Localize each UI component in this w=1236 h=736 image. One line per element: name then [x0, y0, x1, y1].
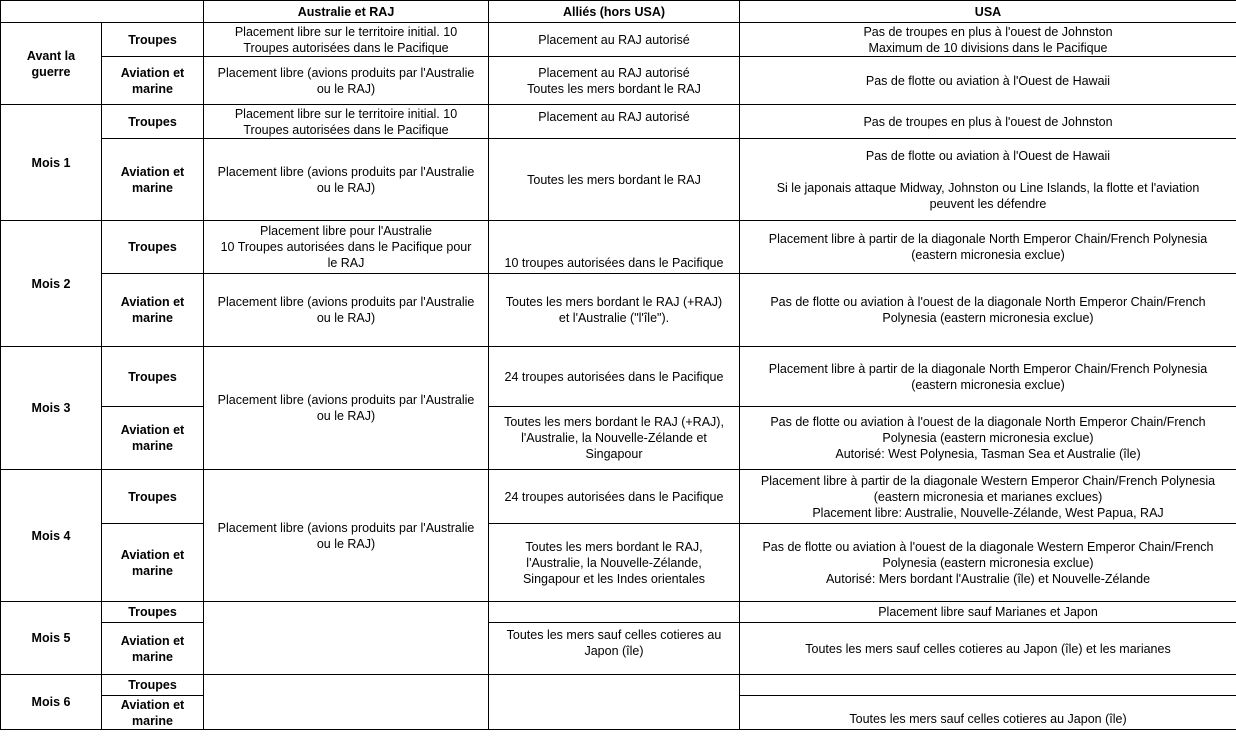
cell-m6-air-usa: Toutes les mers sauf celles cotieres au Japon (île) [740, 696, 1236, 730]
cell-line: Aviation et [120, 423, 185, 437]
header-row [1, 1, 1236, 23]
cell-line: Autorisé: West Polynesia, Tasman Sea et Australie (île) [835, 447, 1141, 461]
cell-m3-air-usa [740, 407, 1236, 470]
cell-line: 10 Troupes autorisées dans le Pacifique pour [220, 240, 472, 254]
cell-line: marine [132, 649, 173, 664]
cell-m4-air-allies [489, 524, 740, 602]
cell-m4-australia [204, 470, 489, 602]
cell-m1-troops-allies: Placement au RAJ autorisé [489, 105, 740, 139]
cell-line: Placement libre (avions produits par l'Australie [217, 164, 475, 179]
cell-line: (eastern micronesia exclue) [911, 248, 1065, 262]
cell-line: Japon (île) [584, 644, 644, 658]
cell-line: Placement au RAJ autorisé [538, 65, 690, 80]
subrow-air-label [102, 274, 204, 347]
pre-war-troops-row [1, 23, 1236, 57]
cell-line: Placement libre (avions produits par l'Australie [217, 520, 475, 535]
cell-line: Toutes les mers bordant le RAJ (+RAJ) [505, 295, 723, 309]
section-mois-3: Mois 3 [1, 347, 102, 470]
header-allies: Alliés (hors USA) [489, 1, 740, 23]
cell-line: Aviation et [120, 164, 185, 179]
subrow-air-label [102, 139, 204, 221]
cell-line: marine [132, 563, 173, 578]
cell-line: Placement libre: Australie, Nouvelle-Zélande, West Papua, RAJ [812, 505, 1164, 520]
cell-pre-troops-usa [740, 23, 1236, 57]
cell-m1-air-australia [204, 139, 489, 221]
cell-m2-air-allies [489, 274, 740, 347]
cell-line: l'Australie, la Nouvelle-Zélande et [521, 431, 707, 445]
cell-m4-air-usa [740, 524, 1236, 602]
cell-line: marine [132, 311, 173, 325]
section-mois-6: Mois 6 [1, 675, 102, 730]
cell-line: Toutes les mers bordant le RAJ [527, 81, 701, 96]
cell-pre-troops-allies: Placement au RAJ autorisé [489, 23, 740, 57]
cell-line: Placement libre (avions produits par l'Australie [217, 65, 475, 80]
pre-war-air-row [1, 57, 1236, 105]
cell-line: marine [132, 439, 173, 453]
cell-line: Aviation et [120, 547, 185, 562]
cell-line: Aviation et [120, 65, 185, 80]
cell-line: Pas de flotte ou aviation à l'Ouest de Hawaii [865, 148, 1111, 163]
cell-line: Polynesia (eastern micronesia exclue) [882, 431, 1094, 445]
cell-m1-troops-australia [204, 105, 489, 139]
section-mois-1: Mois 1 [1, 105, 102, 221]
cell-m5-troops-allies [489, 602, 740, 623]
cell-m2-troops-australia [204, 221, 489, 274]
cell-line: Polynesia (eastern micronesia exclue) [882, 555, 1094, 570]
cell-m6-troops-usa [740, 675, 1236, 696]
m2-air-row [1, 274, 1236, 347]
cell-line: Placement libre (avions produits par l'Australie [217, 295, 475, 309]
cell-m3-air-allies [489, 407, 740, 470]
cell-m2-troops-usa [740, 221, 1236, 274]
m1-troops-row [1, 105, 1236, 139]
cell-line: Placement libre sur le territoire initial. 10 [234, 24, 458, 39]
cell-line: Troupes autorisées dans le Pacifique [243, 122, 449, 137]
cell-line: Toutes les mers sauf celles cotieres au [506, 628, 722, 642]
cell-m1-troops-usa: Pas de troupes en plus à l'ouest de Johnston [740, 105, 1236, 139]
cell-m2-air-australia [204, 274, 489, 347]
cell-pre-air-usa: Pas de flotte ou aviation à l'Ouest de Hawaii [740, 57, 1236, 105]
cell-line: Toutes les mers bordant le RAJ, [525, 539, 703, 554]
cell-line: Si le japonais attaque Midway, Johnston ou Line Islands, la flotte et l'aviation [776, 180, 1200, 195]
cell-line: marine [132, 713, 173, 728]
cell-m1-air-allies: Toutes les mers bordant le RAJ [489, 139, 740, 221]
cell-m3-troops-allies: 24 troupes autorisées dans le Pacifique [489, 347, 740, 407]
cell-line: Placement libre sur le territoire initial. 10 [234, 106, 458, 121]
cell-m5-australia [204, 602, 489, 675]
cell-pre-troops-australia [204, 23, 489, 57]
cell-m3-australia [204, 347, 489, 470]
cell-line: Troupes autorisées dans le Pacifique [243, 40, 449, 55]
cell-line: (eastern micronesia exclue) [911, 377, 1065, 392]
subrow-troops-label: Troupes [102, 470, 204, 524]
cell-line: Toutes les mers bordant le RAJ (+RAJ), [504, 415, 724, 429]
subrow-troops-label: Troupes [102, 23, 204, 57]
cell-line: l'Australie, la Nouvelle-Zélande, [526, 555, 702, 570]
cell-m1-air-usa [740, 139, 1236, 221]
cell-line: marine [132, 81, 173, 96]
cell-line: marine [132, 180, 173, 195]
cell-m5-air-usa: Toutes les mers sauf celles cotieres au Japon (île) et les marianes [740, 623, 1236, 675]
cell-pre-air-australia [204, 57, 489, 105]
subrow-air-label [102, 57, 204, 105]
cell-m4-troops-allies: 24 troupes autorisées dans le Pacifique [489, 470, 740, 524]
m5-troops-row [1, 602, 1236, 623]
m2-troops-row [1, 221, 1236, 274]
cell-m5-air-allies [489, 623, 740, 675]
m5-air-row [1, 623, 1236, 675]
cell-line: ou le RAJ) [316, 180, 376, 195]
cell-line: Aviation et [120, 295, 185, 309]
cell-line: Placement libre pour l'Australie [260, 224, 432, 238]
cell-line: peuvent les défendre [929, 196, 1047, 211]
header-empty-cell [1, 1, 204, 23]
section-mois-2: Mois 2 [1, 221, 102, 347]
cell-line: Singapour et les Indes orientales [522, 571, 706, 586]
section-pre-war [1, 23, 102, 105]
cell-line: Maximum de 10 divisions dans le Pacifique [868, 40, 1108, 55]
cell-m4-troops-usa [740, 470, 1236, 524]
m3-troops-row [1, 347, 1236, 407]
cell-m3-troops-usa [740, 347, 1236, 407]
cell-line: ou le RAJ) [316, 409, 376, 423]
section-mois-4: Mois 4 [1, 470, 102, 602]
cell-line: Pas de troupes en plus à l'ouest de Johnston [863, 24, 1113, 39]
cell-pre-air-allies [489, 57, 740, 105]
cell-m6-australia [204, 675, 489, 730]
cell-line: Singapour [585, 447, 643, 461]
cell-line: le RAJ [327, 256, 365, 270]
m1-air-row [1, 139, 1236, 221]
subrow-air-label [102, 407, 204, 470]
subrow-air-label [102, 696, 204, 730]
m4-troops-row [1, 470, 1236, 524]
cell-line: (eastern micronesia et marianes exclues) [873, 489, 1103, 504]
subrow-troops-label: Troupes [102, 105, 204, 139]
header-usa: USA [740, 1, 1236, 23]
section-label-line: Avant la [26, 48, 76, 63]
cell-line: Placement libre à partir de la diagonale North Emperor Chain/French Polynesia [768, 361, 1208, 376]
cell-line: Autorisé: Mers bordant l'Australie (île) et Nouvelle-Zélande [825, 571, 1151, 586]
cell-line: Pas de flotte ou aviation à l'ouest de la diagonale North Emperor Chain/French [770, 295, 1206, 309]
subrow-troops-label: Troupes [102, 347, 204, 407]
cell-line: Placement libre à partir de la diagonale North Emperor Chain/French Polynesia [768, 232, 1208, 246]
header-australia: Australie et RAJ [204, 1, 489, 23]
cell-line: Aviation et [120, 697, 185, 712]
cell-line: ou le RAJ) [316, 311, 376, 325]
cell-line: ou le RAJ) [316, 536, 376, 551]
section-label-line: guerre [31, 64, 71, 79]
m3-air-row [1, 407, 1236, 470]
cell-line: Pas de flotte ou aviation à l'ouest de la diagonale North Emperor Chain/French [770, 415, 1206, 429]
cell-line: ou le RAJ) [316, 81, 376, 96]
cell-m6-allies [489, 675, 740, 730]
cell-spacer [743, 164, 1233, 180]
cell-line: et l'Australie ("l'île"). [558, 311, 670, 325]
subrow-troops-label: Troupes [102, 221, 204, 274]
cell-line: Polynesia (eastern micronesia exclue) [882, 311, 1094, 325]
cell-m5-troops-usa: Placement libre sauf Marianes et Japon [740, 602, 1236, 623]
cell-m2-troops-allies: 10 troupes autorisées dans le Pacifique [489, 221, 740, 274]
section-mois-5: Mois 5 [1, 602, 102, 675]
cell-m2-air-usa [740, 274, 1236, 347]
subrow-air-label [102, 524, 204, 602]
m6-troops-row [1, 675, 1236, 696]
cell-line: Placement libre à partir de la diagonale Western Emperor Chain/French Polynesia [760, 473, 1216, 488]
cell-line: Placement libre (avions produits par l'Australie [217, 393, 475, 407]
subrow-air-label [102, 623, 204, 675]
cell-line: Pas de flotte ou aviation à l'ouest de la diagonale Western Emperor Chain/French [762, 539, 1214, 554]
subrow-troops-label: Troupes [102, 602, 204, 623]
subrow-troops-label: Troupes [102, 675, 204, 696]
m4-air-row [1, 524, 1236, 602]
cell-line: Aviation et [120, 633, 185, 648]
